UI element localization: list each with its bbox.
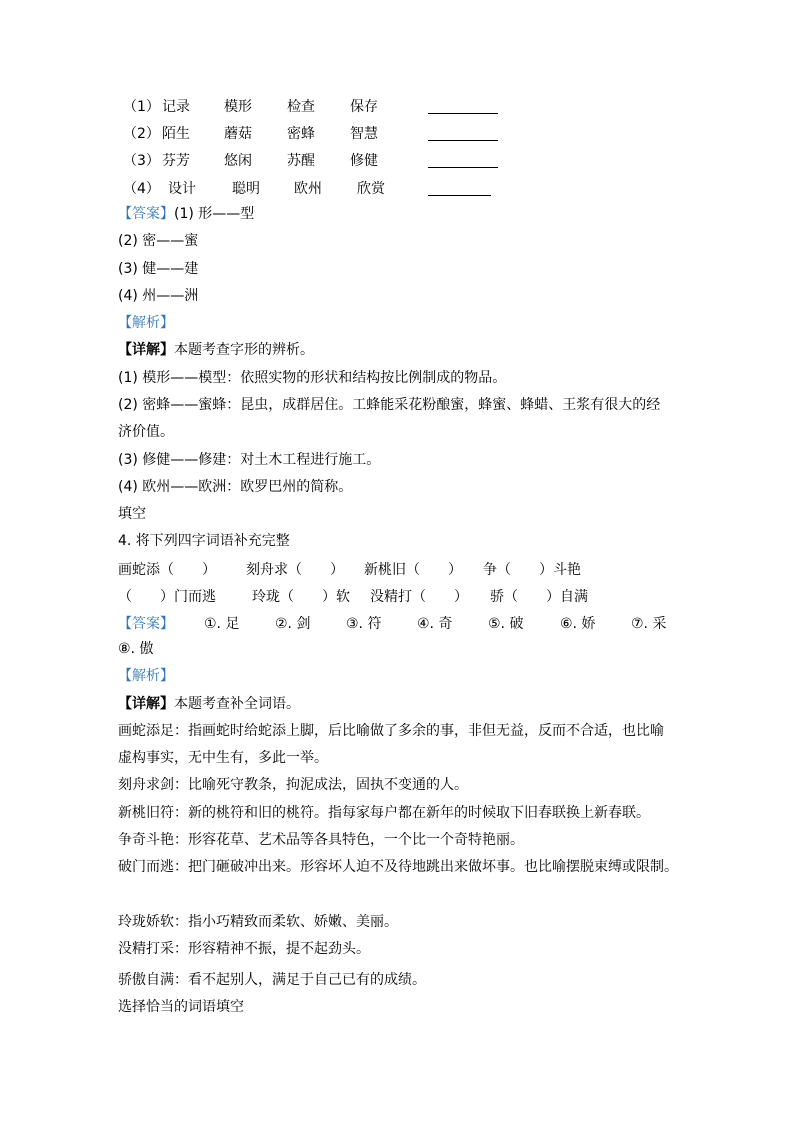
answer-item: ⑤. 破 — [488, 616, 524, 632]
answer-item: ②. 剑 — [275, 616, 311, 632]
q4-detail-intro-line — [118, 695, 300, 713]
q3-row-num: （4） — [123, 181, 160, 197]
q3-answer-line-1 — [118, 205, 254, 223]
answer-item: ⑦. 采 — [631, 616, 667, 632]
q3-word: 芬芳 — [162, 153, 190, 169]
detail-tag: 【详解】 — [118, 342, 174, 358]
q3-answer-line-4: (4) 州——洲 — [118, 288, 199, 304]
answer-item: ⑥. 娇 — [560, 616, 596, 632]
q3-detail-intro-line — [118, 341, 314, 359]
q4-detail-line: 虚构事实，无中生有，多此一举。 — [118, 750, 328, 766]
q4-detail-line: 玲珑娇软：指小巧精致而柔软、娇嫩、美丽。 — [118, 914, 398, 930]
q4-detail-line: 新桃旧符：新的桃符和旧的桃符。指每家每户都在新年的时候取下旧春联换上新春联。 — [118, 805, 650, 821]
answer-tag: 【答案】 — [118, 616, 174, 632]
answer-tag: 【答案】 — [118, 206, 174, 222]
answer-item: ①. 足 — [204, 616, 240, 632]
q3-row-num: （1） — [123, 99, 160, 115]
analysis-tag: 【解析】 — [118, 668, 174, 684]
detail-tag: 【详解】 — [118, 696, 174, 712]
q3-word: 蘑菇 — [224, 126, 252, 142]
answer-blank[interactable] — [428, 181, 491, 196]
q3-word: 保存 — [350, 99, 378, 115]
answer-text: (1) 形——型 — [174, 206, 255, 222]
idiom-blank: 刻舟求（ ） — [246, 562, 344, 578]
q3-word: 欧州 — [294, 181, 322, 197]
answer-blank[interactable] — [428, 126, 498, 141]
q3-word: 悠闲 — [224, 153, 252, 169]
q3-word: 设计 — [168, 181, 196, 197]
q3-word: 记录 — [162, 99, 190, 115]
q4-detail-line: 画蛇添足：指画蛇时给蛇添上脚，后比喻做了多余的事，非但无益，反而不合适，也比喻 — [118, 723, 664, 739]
idiom-blank: （ ）门而逃 — [118, 589, 216, 605]
answer-item: ⑧. 傲 — [118, 641, 154, 657]
q3-answer-line-2: (2) 密——蜜 — [118, 233, 199, 249]
q4-detail-line: 骄傲自满：看不起别人，满足于自己已有的成绩。 — [118, 972, 426, 988]
idiom-blank: 没精打（ ） — [370, 589, 468, 605]
answer-blank[interactable] — [428, 153, 498, 168]
q3-detail-line: 济价值。 — [118, 424, 174, 440]
q3-word: 模形 — [224, 99, 252, 115]
q3-detail-line: (2) 密蜂——蜜蜂：昆虫，成群居住。工蜂能采花粉酿蜜，蜂蜜、蜂蜡、王浆有很大的经 — [118, 397, 661, 413]
q3-row-num: （3） — [123, 153, 160, 169]
detail-intro: 本题考查字形的辨析。 — [174, 342, 314, 358]
q3-word: 苏醒 — [287, 153, 315, 169]
idiom-blank: 争（ ）斗艳 — [483, 562, 581, 578]
q4-detail-line: 破门而逃：把门砸破冲出来。形容坏人迫不及待地跳出来做坏事。也比喻摆脱束缚或限制。 — [118, 859, 678, 875]
q3-answer-line-3: (3) 健——建 — [118, 261, 199, 277]
q4-detail-line: 刻舟求剑：比喻死守教条，拘泥成法，固执不变通的人。 — [118, 777, 468, 793]
q4-title: 4. 将下列四字词语补充完整 — [118, 533, 290, 549]
idiom-blank: 新桃旧（ ） — [364, 562, 462, 578]
q3-word: 检查 — [287, 99, 315, 115]
idiom-blank: 玲珑（ ）软 — [252, 589, 350, 605]
q3-row-num: （2） — [123, 126, 160, 142]
detail-intro: 本题考查补全词语。 — [174, 696, 300, 712]
q3-word: 智慧 — [350, 126, 378, 142]
section-heading-choose: 选择恰当的词语填空 — [118, 999, 244, 1015]
q3-word: 修健 — [350, 153, 378, 169]
q3-word: 陌生 — [162, 126, 190, 142]
q3-detail-line: (4) 欧州——欧洲：欧罗巴州的简称。 — [118, 479, 353, 495]
q3-word: 密蜂 — [287, 126, 315, 142]
q3-detail-line: (1) 模形——模型：依照实物的形状和结构按比例制成的物品。 — [118, 370, 507, 386]
q4-detail-line: 没精打采：形容精神不振，提不起劲头。 — [118, 941, 370, 957]
answer-item: ③. 符 — [346, 616, 382, 632]
q3-word: 欣赏 — [357, 181, 385, 197]
q4-detail-line: 争奇斗艳：形容花草、艺术品等各具特色，一个比一个奇特艳丽。 — [118, 832, 524, 848]
answer-item: ④. 奇 — [417, 616, 453, 632]
idiom-blank: 骄（ ）自满 — [490, 589, 588, 605]
analysis-tag: 【解析】 — [118, 315, 174, 331]
answer-blank[interactable] — [428, 99, 498, 114]
q3-detail-line: (3) 修健——修建：对土木工程进行施工。 — [118, 452, 381, 468]
section-heading-fill: 填空 — [118, 506, 146, 522]
idiom-blank: 画蛇添（ ） — [118, 562, 216, 578]
q3-word: 聪明 — [232, 181, 260, 197]
